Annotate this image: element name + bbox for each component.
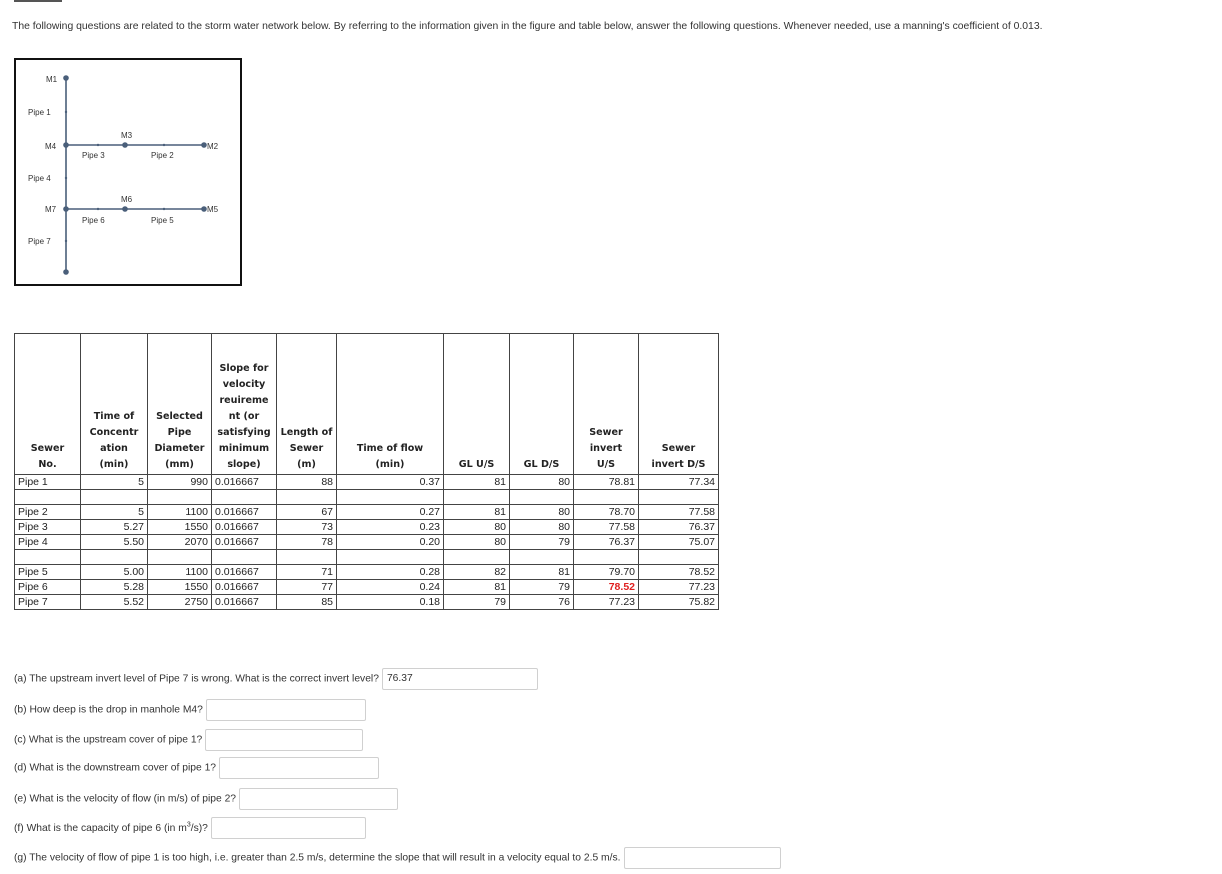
table-cell: 2750 bbox=[148, 595, 212, 610]
table-cell: 0.016667 bbox=[212, 535, 277, 550]
table-cell: 78.52 bbox=[574, 580, 639, 595]
table-cell: 0.016667 bbox=[212, 475, 277, 490]
label-pipe4: Pipe 4 bbox=[28, 174, 51, 183]
column-header-line: invert D/S bbox=[651, 459, 706, 470]
row-label: Pipe 6 bbox=[15, 580, 81, 595]
table-cell: 82 bbox=[444, 565, 510, 580]
column-header-line: (min) bbox=[375, 459, 405, 470]
question-a bbox=[14, 668, 538, 690]
table-cell: 5.52 bbox=[81, 595, 148, 610]
empty-cell bbox=[337, 550, 444, 565]
table-cell: 76.37 bbox=[639, 520, 719, 535]
table-cell: 77.58 bbox=[639, 505, 719, 520]
column-header-line: Sewer bbox=[589, 427, 623, 438]
empty-cell bbox=[574, 550, 639, 565]
table-row bbox=[15, 505, 719, 520]
empty-cell bbox=[148, 550, 212, 565]
table-cell: 0.016667 bbox=[212, 595, 277, 610]
table-cell: 71 bbox=[277, 565, 337, 580]
table-cell: 78.70 bbox=[574, 505, 639, 520]
manhole-m7 bbox=[63, 206, 69, 212]
question-c bbox=[14, 729, 363, 751]
table-cell: 5.27 bbox=[81, 520, 148, 535]
empty-cell bbox=[15, 490, 81, 505]
answer-input-e[interactable] bbox=[239, 788, 398, 810]
column-header bbox=[148, 334, 212, 475]
table-row bbox=[15, 580, 719, 595]
table-row bbox=[15, 595, 719, 610]
table-header bbox=[15, 334, 719, 475]
table-cell: 80 bbox=[510, 475, 574, 490]
table-cell: 0.23 bbox=[337, 520, 444, 535]
question-g bbox=[14, 847, 781, 869]
row-label: Pipe 3 bbox=[15, 520, 81, 535]
table-cell: 77 bbox=[277, 580, 337, 595]
table-cell: 80 bbox=[510, 520, 574, 535]
table-cell: 1550 bbox=[148, 520, 212, 535]
column-header-line: Concentr bbox=[89, 427, 139, 438]
label-m1: M1 bbox=[46, 75, 58, 84]
table-cell: 76 bbox=[510, 595, 574, 610]
column-header-line: Sewer bbox=[289, 443, 324, 454]
table-row bbox=[15, 565, 719, 580]
cropped-heading bbox=[14, 0, 64, 3]
column-header-line: reuireme bbox=[219, 395, 269, 406]
table-body bbox=[15, 475, 719, 610]
empty-cell bbox=[81, 490, 148, 505]
question-text: (c) What is the upstream cover of pipe 1? bbox=[14, 734, 203, 746]
empty-cell bbox=[81, 550, 148, 565]
table-cell: 0.016667 bbox=[212, 520, 277, 535]
pipe1-tick bbox=[65, 111, 67, 113]
column-header-line: GL D/S bbox=[523, 459, 560, 470]
column-header bbox=[212, 334, 277, 475]
label-m6: M6 bbox=[121, 195, 133, 204]
spacer-row bbox=[15, 550, 719, 565]
question-text: (f) What is the capacity of pipe 6 (in $m^3/s$)? bbox=[14, 821, 208, 835]
column-header-line: Selected bbox=[156, 411, 203, 422]
table-cell: 75.82 bbox=[639, 595, 719, 610]
table-cell: 79.70 bbox=[574, 565, 639, 580]
column-header bbox=[639, 334, 719, 475]
question-e bbox=[14, 788, 398, 810]
pipe7-tick bbox=[65, 240, 67, 242]
table-cell: 0.016667 bbox=[212, 565, 277, 580]
table-cell: 0.24 bbox=[337, 580, 444, 595]
question-d bbox=[14, 757, 379, 779]
label-pipe3: Pipe 3 bbox=[82, 151, 105, 160]
table-cell: 79 bbox=[444, 595, 510, 610]
table-cell: 0.28 bbox=[337, 565, 444, 580]
table-cell: 0.27 bbox=[337, 505, 444, 520]
column-header-line: velocity bbox=[222, 379, 266, 390]
empty-cell bbox=[148, 490, 212, 505]
empty-cell bbox=[574, 490, 639, 505]
column-header-line: invert bbox=[589, 443, 623, 454]
table-cell: 78.52 bbox=[639, 565, 719, 580]
label-pipe2: Pipe 2 bbox=[151, 151, 174, 160]
column-header bbox=[81, 334, 148, 475]
table-cell: 88 bbox=[277, 475, 337, 490]
empty-cell bbox=[639, 490, 719, 505]
column-header-line: (mm) bbox=[165, 459, 194, 470]
column-header-line: ation bbox=[100, 443, 128, 454]
table-cell: 67 bbox=[277, 505, 337, 520]
table-cell: 73 bbox=[277, 520, 337, 535]
label-pipe7: Pipe 7 bbox=[28, 237, 51, 246]
column-header bbox=[510, 334, 574, 475]
pipe5-tick bbox=[163, 208, 165, 210]
table-cell: 80 bbox=[444, 535, 510, 550]
label-m3: M3 bbox=[121, 131, 133, 140]
network-svg bbox=[16, 60, 240, 284]
table-cell: 1100 bbox=[148, 505, 212, 520]
column-header-line: Time of flow bbox=[356, 443, 424, 454]
answer-input-f[interactable] bbox=[211, 817, 366, 839]
row-label: Pipe 2 bbox=[15, 505, 81, 520]
answer-input-d[interactable] bbox=[219, 757, 379, 779]
column-header-line: (min) bbox=[99, 459, 129, 470]
row-label: Pipe 4 bbox=[15, 535, 81, 550]
table-cell: 81 bbox=[510, 565, 574, 580]
table-cell: 80 bbox=[444, 520, 510, 535]
table-cell: 85 bbox=[277, 595, 337, 610]
question-text: (a) The upstream invert level of Pipe 7 is wrong. What is the correct invert level? bbox=[14, 673, 379, 685]
table-cell: 0.18 bbox=[337, 595, 444, 610]
table-cell: 2070 bbox=[148, 535, 212, 550]
table-cell: 1100 bbox=[148, 565, 212, 580]
column-header-line: (m) bbox=[297, 459, 316, 470]
column-header-line: Sewer bbox=[30, 443, 65, 454]
table-cell: 78.81 bbox=[574, 475, 639, 490]
label-m5: M5 bbox=[207, 205, 219, 214]
column-header-line: GL U/S bbox=[458, 459, 495, 470]
intro-text: The following questions are related to the storm water network below. By referring to the information given in the figure and table below, answer the following questions. Whenever needed, use a manning's coefficient of 0.013. bbox=[12, 21, 1043, 32]
table-cell: 81 bbox=[444, 580, 510, 595]
outlet-node bbox=[63, 269, 69, 275]
column-header-line: U/S bbox=[596, 459, 616, 470]
answer-input-b[interactable] bbox=[206, 699, 366, 721]
question-text: (g) The velocity of flow of pipe 1 is too high, i.e. greater than 2.5 m/s, determine the slope that will result in a velocity equal to 2.5 m/s. bbox=[14, 852, 621, 864]
column-header-line: Time of bbox=[93, 411, 135, 422]
manhole-m1 bbox=[63, 75, 69, 81]
table-cell: 0.016667 bbox=[212, 580, 277, 595]
table-cell: 5.00 bbox=[81, 565, 148, 580]
empty-cell bbox=[15, 550, 81, 565]
question-b bbox=[14, 699, 366, 721]
sewer-design-table bbox=[14, 333, 719, 610]
table-cell: 81 bbox=[444, 475, 510, 490]
empty-cell bbox=[277, 490, 337, 505]
answer-input-g[interactable] bbox=[624, 847, 781, 869]
table-cell: 0.20 bbox=[337, 535, 444, 550]
table-cell: 5 bbox=[81, 475, 148, 490]
answer-input-a[interactable]: 76.37 bbox=[382, 668, 538, 690]
network-diagram bbox=[14, 58, 242, 286]
empty-cell bbox=[212, 550, 277, 565]
column-header bbox=[574, 334, 639, 475]
pipe3-tick bbox=[97, 144, 99, 146]
table-cell: 1550 bbox=[148, 580, 212, 595]
table-cell: 0.37 bbox=[337, 475, 444, 490]
table-cell: 77.23 bbox=[639, 580, 719, 595]
table-row bbox=[15, 535, 719, 550]
manhole-m5 bbox=[201, 206, 207, 212]
column-header-line: slope) bbox=[227, 459, 261, 470]
column-header bbox=[337, 334, 444, 475]
empty-cell bbox=[337, 490, 444, 505]
manhole-m3 bbox=[122, 142, 128, 148]
pipe6-tick bbox=[97, 208, 99, 210]
table-cell: 77.58 bbox=[574, 520, 639, 535]
table-cell: 77.23 bbox=[574, 595, 639, 610]
table-cell: 990 bbox=[148, 475, 212, 490]
row-label: Pipe 7 bbox=[15, 595, 81, 610]
row-label: Pipe 1 bbox=[15, 475, 81, 490]
table-cell: 77.34 bbox=[639, 475, 719, 490]
column-header-line: Length of bbox=[280, 427, 333, 438]
table-cell: 80 bbox=[510, 505, 574, 520]
question-text: (d) What is the downstream cover of pipe 1? bbox=[14, 762, 217, 774]
column-header-line: minimum bbox=[218, 443, 270, 454]
table-cell: 78 bbox=[277, 535, 337, 550]
pipe2-tick bbox=[163, 144, 165, 146]
table-row bbox=[15, 520, 719, 535]
column-header bbox=[277, 334, 337, 475]
question-f bbox=[14, 817, 366, 839]
table-cell: 81 bbox=[444, 505, 510, 520]
column-header-line: nt (or bbox=[228, 411, 260, 422]
table-cell: 5.50 bbox=[81, 535, 148, 550]
table-cell: 79 bbox=[510, 580, 574, 595]
column-header bbox=[444, 334, 510, 475]
table-cell: 75.07 bbox=[639, 535, 719, 550]
manhole-m6 bbox=[122, 206, 128, 212]
label-m4: M4 bbox=[45, 142, 57, 151]
empty-cell bbox=[510, 490, 574, 505]
question-text: (e) What is the velocity of flow (in m/s) of pipe 2? bbox=[14, 793, 237, 805]
column-header-line: Slope for bbox=[219, 363, 269, 374]
spacer-row bbox=[15, 490, 719, 505]
table-cell: 5 bbox=[81, 505, 148, 520]
column-header bbox=[15, 334, 81, 475]
table-cell: 5.28 bbox=[81, 580, 148, 595]
table-row bbox=[15, 475, 719, 490]
manhole-m2 bbox=[201, 142, 207, 148]
column-header-line: Diameter bbox=[154, 443, 205, 454]
empty-cell bbox=[444, 550, 510, 565]
row-label: Pipe 5 bbox=[15, 565, 81, 580]
empty-cell bbox=[510, 550, 574, 565]
empty-cell bbox=[277, 550, 337, 565]
table-cell: 0.016667 bbox=[212, 505, 277, 520]
table-cell: 76.37 bbox=[574, 535, 639, 550]
answer-input-c[interactable] bbox=[205, 729, 363, 751]
empty-cell bbox=[212, 490, 277, 505]
empty-cell bbox=[444, 490, 510, 505]
column-header-line: Sewer bbox=[661, 443, 696, 454]
label-m2: M2 bbox=[207, 142, 219, 151]
table-cell: 79 bbox=[510, 535, 574, 550]
label-pipe1: Pipe 1 bbox=[28, 108, 51, 117]
question-text: (b) How deep is the drop in manhole M4? bbox=[14, 704, 203, 716]
column-header-line: Pipe bbox=[167, 427, 192, 438]
pipe4-tick bbox=[65, 177, 67, 179]
manhole-m4 bbox=[63, 142, 69, 148]
empty-cell bbox=[639, 550, 719, 565]
label-m7: M7 bbox=[45, 205, 57, 214]
column-header-line: satisfying bbox=[217, 427, 271, 438]
label-pipe6: Pipe 6 bbox=[82, 216, 105, 225]
column-header-line: No. bbox=[38, 459, 57, 470]
label-pipe5: Pipe 5 bbox=[151, 216, 174, 225]
